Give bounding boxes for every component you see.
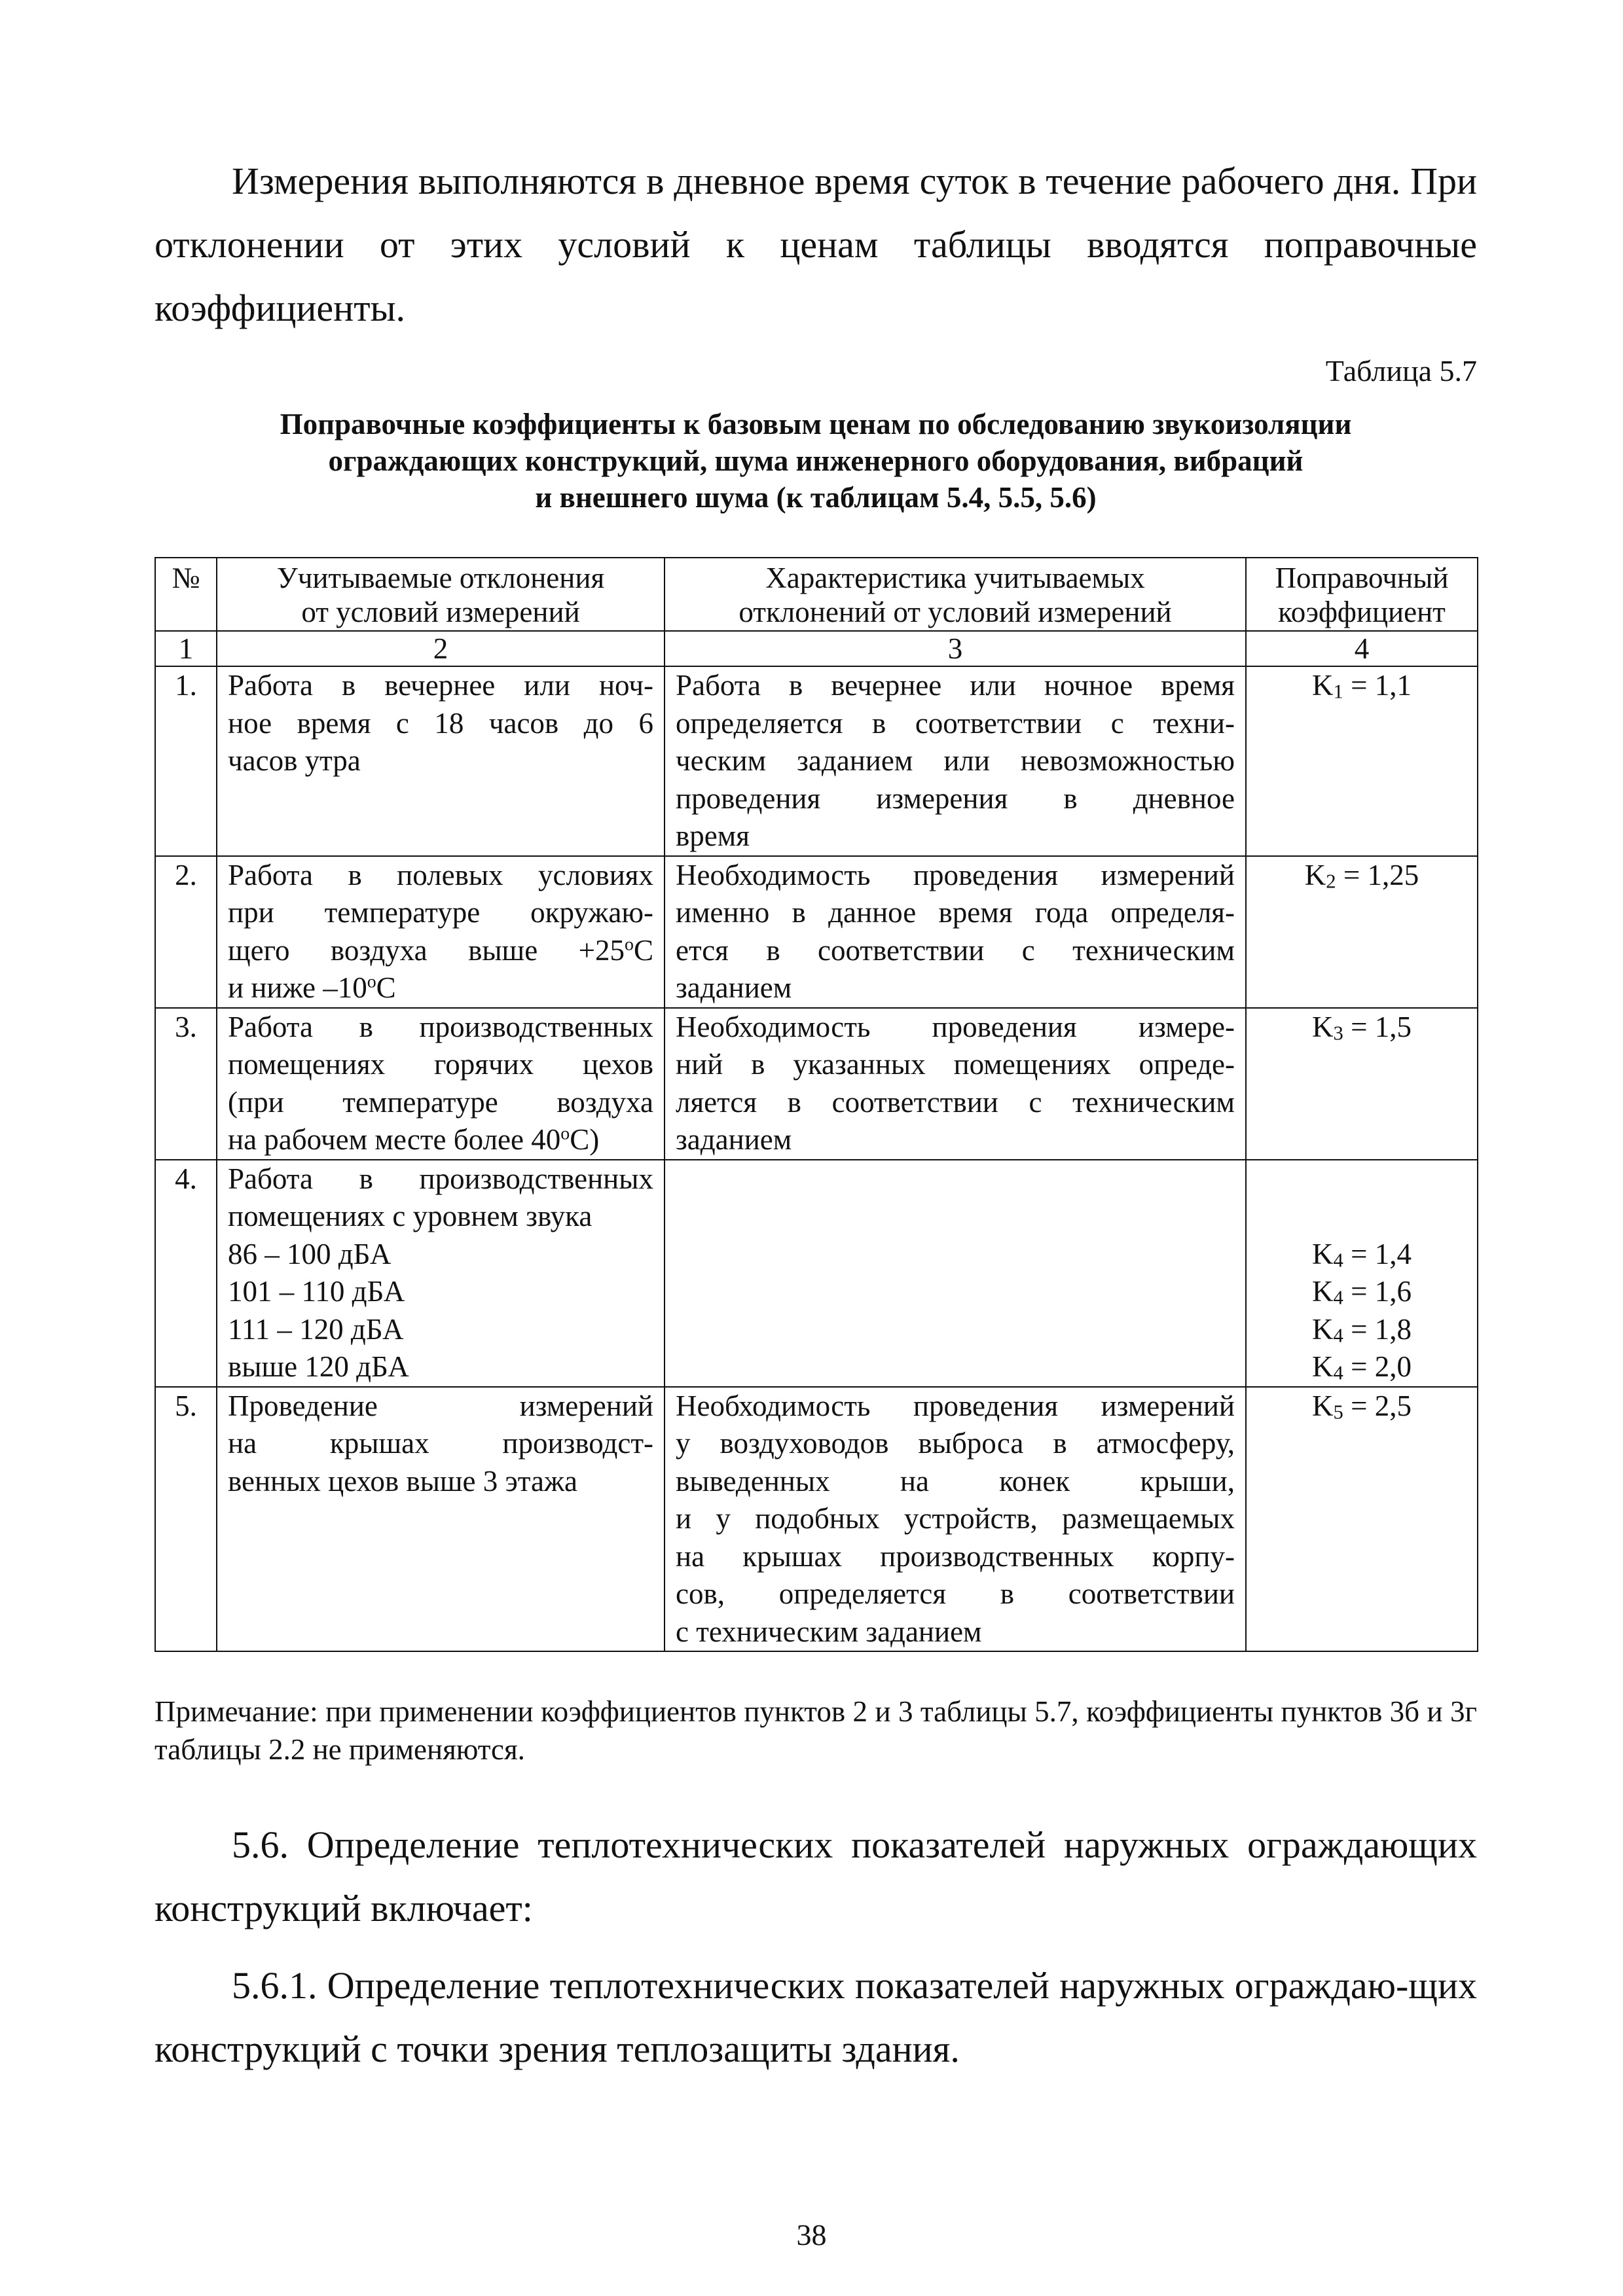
row-deviation: Работа в полевых условиях при температуре окружаю- щего воздуха выше $+25^oC$ и ниже –10$^o$C (217, 856, 665, 1008)
row-characteristic: Необходимость проведения измере- ний в указанных помещениях опреде- ляется в соответствии с техническим заданием (665, 1008, 1246, 1160)
table-title-line: Поправочные коэффициенты к базовым ценам по обследованию звукоизоляции (280, 408, 1352, 440)
section-5-6-1-paragraph: 5.6.1. Определение теплотехнических показателей наружных ограждаю-щих конструкций с точки зрения теплозащиты здания. (155, 1964, 1477, 2070)
table-row (155, 1387, 1478, 1652)
row-characteristic: Необходимость проведения измерений именно в данное время года определя- ется в соответствии с техническим заданием (665, 856, 1246, 1008)
row-deviation: Работа в производственных помещениях с уровнем звука 86 – 100 дБА 101 – 110 дБА 111 – 120 дБА выше 120 дБА (217, 1160, 665, 1387)
column-number: 3 (665, 631, 1246, 666)
row-deviation: Работа в производственных помещениях горячих цехов (при температуре воздуха на рабочем месте более 40$^o$C) (217, 1008, 665, 1160)
row-deviation: Работа в вечернее или ноч- ное время с 18 часов до 6 часов утра (217, 666, 665, 856)
header-deviation: Учитываемые отклонения от условий измерений (217, 558, 665, 631)
row-coefficient: $K_1 = 1,1$ (1246, 666, 1478, 856)
row-characteristic-empty (665, 1160, 1246, 1387)
row-number: 5. (155, 1387, 217, 1652)
row-characteristic: Необходимость проведения измерений у воздуховодов выброса в атмосферу, выведенных на конек крыши, и у подобных устройств, размещаемых на крышах производственных корпу- сов, определяется в соответствии с техническим заданием (665, 1387, 1246, 1652)
row-number: 1. (155, 666, 217, 856)
column-number: 1 (155, 631, 217, 666)
header-characteristic: Характеристика учитываемых отклонений от условий измерений (665, 558, 1246, 631)
table-row (155, 1008, 1478, 1160)
column-number: 2 (217, 631, 665, 666)
table-title-line: и внешнего шума (к таблицам 5.4, 5.5, 5.6) (535, 481, 1097, 514)
row-coefficient: $K_3 = 1,5$ (1246, 1008, 1478, 1160)
table-number: Таблица 5.7 (1325, 354, 1477, 387)
table-row (155, 856, 1478, 1008)
row-coefficient: $K_2 = 1,25$ (1246, 856, 1478, 1008)
header-number: № (155, 558, 217, 631)
intro-paragraph: Измерения выполняются в дневное время суток в течение рабочего дня. При отклонении от этих условий к ценам таблицы вводятся поправочные коэффициенты. (155, 160, 1477, 329)
row-number: 3. (155, 1008, 217, 1160)
row-coefficient: $K_4 = 1,4$ $K_4 = 1,6$ $K_4 = 1,8$ $K_4 = 2,0$ (1246, 1160, 1478, 1387)
row-number: 2. (155, 856, 217, 1008)
table-note: Примечание: при применении коэффициентов пунктов 2 и 3 таблицы 5.7, коэффициенты пунктов 3б и 3г таблицы 2.2 не применяются. (155, 1695, 1477, 1766)
table-row (155, 666, 1478, 856)
section-5-6-paragraph: 5.6. Определение теплотехнических показателей наружных ограждающих конструкций включает: (155, 1823, 1477, 1929)
table-title-line: ограждающих конструкций, шума инженерного оборудования, вибраций (328, 444, 1304, 477)
table-header-row (155, 558, 1478, 631)
table-title (155, 406, 1477, 516)
coefficients-table (155, 557, 1478, 1652)
column-number: 4 (1246, 631, 1478, 666)
row-coefficient: $K_5 = 2,5$ (1246, 1387, 1478, 1652)
page-number: 38 (796, 2218, 827, 2251)
header-coefficient: Поправочный коэффициент (1246, 558, 1478, 631)
row-characteristic: Работа в вечернее или ночное время определяется в соответствии с техни- ческим заданием или невозможностью проведения измерения в дневное время (665, 666, 1246, 856)
table-row (155, 1160, 1478, 1387)
row-deviation: Проведение измерений на крышах производст- венных цехов выше 3 этажа (217, 1387, 665, 1652)
row-number: 4. (155, 1160, 217, 1387)
column-numbers-row (155, 631, 1478, 666)
